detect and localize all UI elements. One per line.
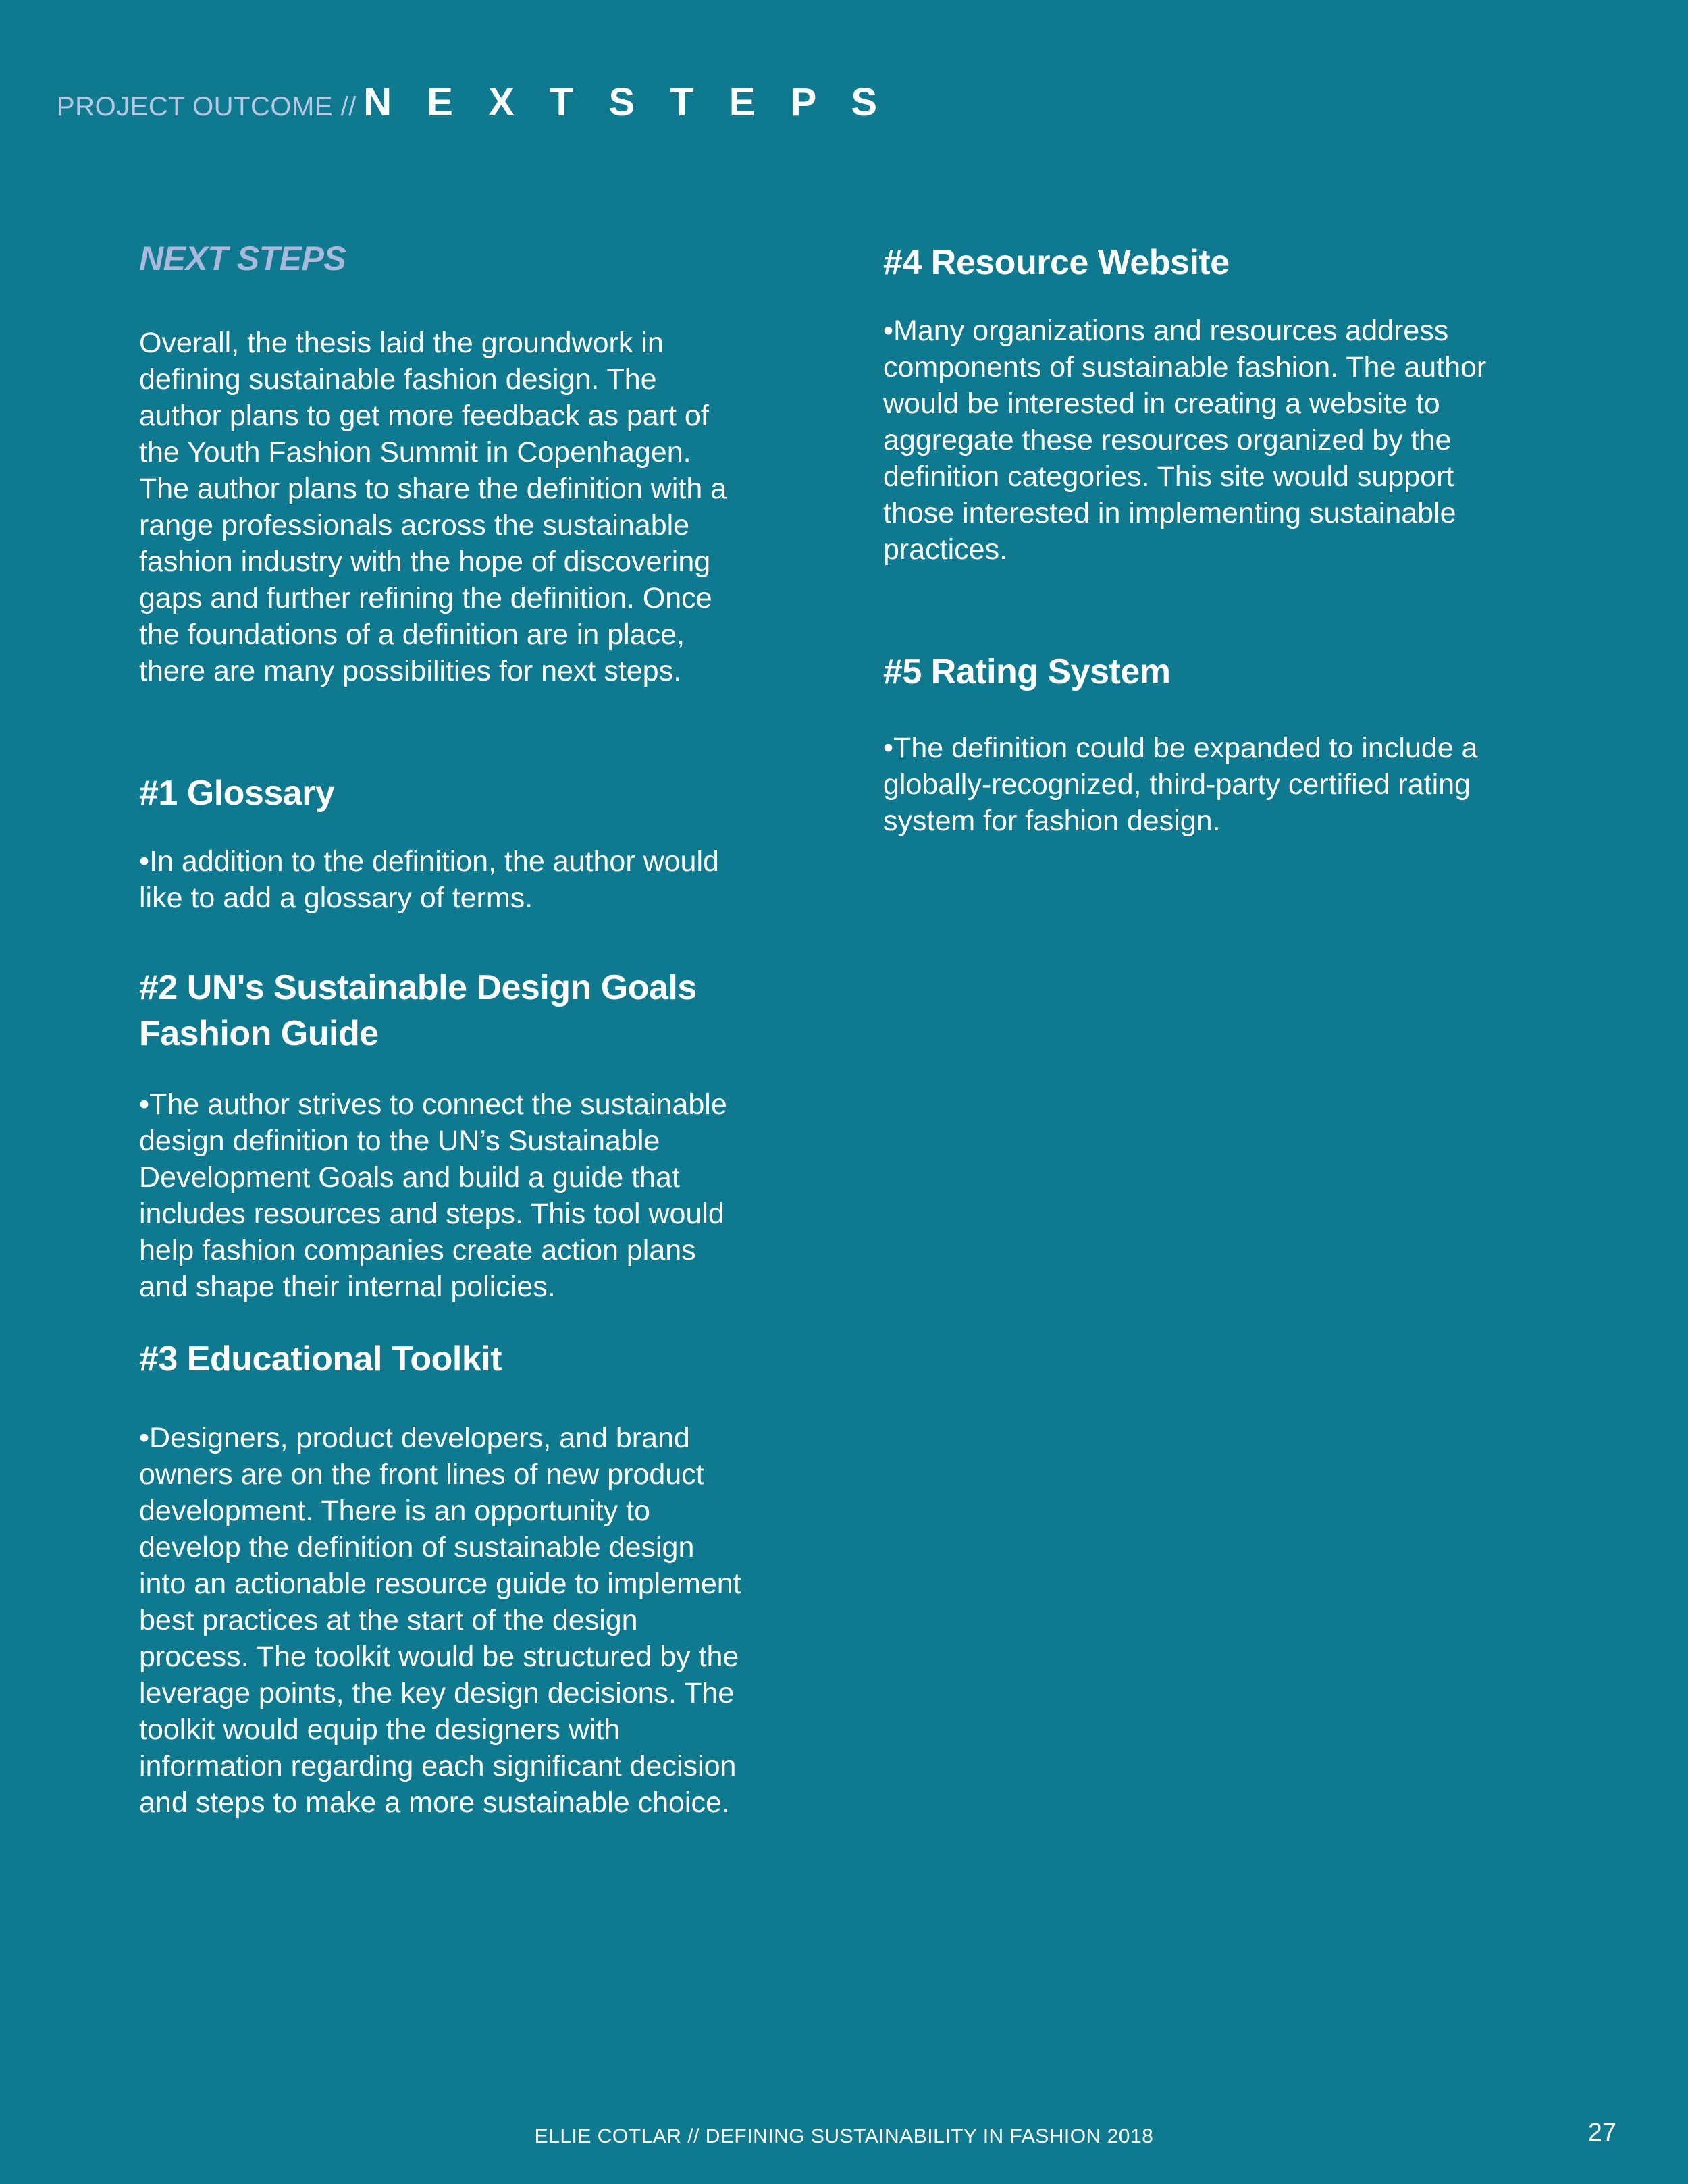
section-4-heading: #4 Resource Website	[883, 243, 1230, 282]
section-1-body: •In addition to the definition, the author would like to add a glossary of terms.	[139, 845, 719, 914]
section-4-body: •Many organizations and resources address components of sustainable fashion. The author would be interested in creating a website to aggregate these resources organized by the definition categories. This site would support those interested in implementing sustainable practices.	[883, 315, 1487, 566]
section-5-body: •The definition could be expanded to include a globally-recognized, third-party certified rating system for fashion design.	[883, 732, 1478, 837]
header-prefix: PROJECT OUTCOME //	[57, 92, 357, 122]
intro-body: Overall, the thesis laid the groundwork in defining sustainable fashion design. The author plans to get more feedback as part of the Youth Fashion Summit in Copenhagen. The author plans to share the definition with a range professionals across the sustainable fashion industry with the hope of discovering gaps and further refining the definition. Once the foundations of a definition are in place, there are many possibilities for next steps.	[139, 326, 727, 687]
page-number: 27	[1587, 2119, 1616, 2147]
left-column	[139, 240, 747, 1821]
page-header	[57, 80, 889, 125]
page-title: N E X T S T E P S	[363, 80, 890, 124]
section-2-heading: #2 UN's Sustainable Design Goals Fashion Guide	[139, 967, 697, 1053]
section-3-body: •Designers, product developers, and brand owners are on the front lines of new product development. There is an opportunity to develop the definition of sustainable design into an actionable resource guide to implement best practices at the start of the design process. The toolkit would be structured by the leverage points, the key design decisions. The toolkit would equip the designers with information regarding each significant decision and steps to make a more sustainable choice.	[139, 1421, 741, 1819]
section-2-body: •The author strives to connect the sustainable design definition to the UN’s Sustainable Development Goals and build a guide that includes resources and steps. This tool would help fashion companies create action plans and shape their internal policies.	[139, 1088, 727, 1303]
intro-heading: NEXT STEPS	[139, 240, 346, 277]
right-column	[883, 240, 1491, 839]
section-3-heading: #3 Educational Toolkit	[139, 1339, 502, 1379]
section-1-heading: #1 Glossary	[139, 773, 335, 813]
section-5-heading: #5 Rating System	[883, 652, 1171, 691]
footer-text: ELLIE COTLAR // DEFINING SUSTAINABILITY IN FASHION 2018	[534, 2125, 1154, 2148]
